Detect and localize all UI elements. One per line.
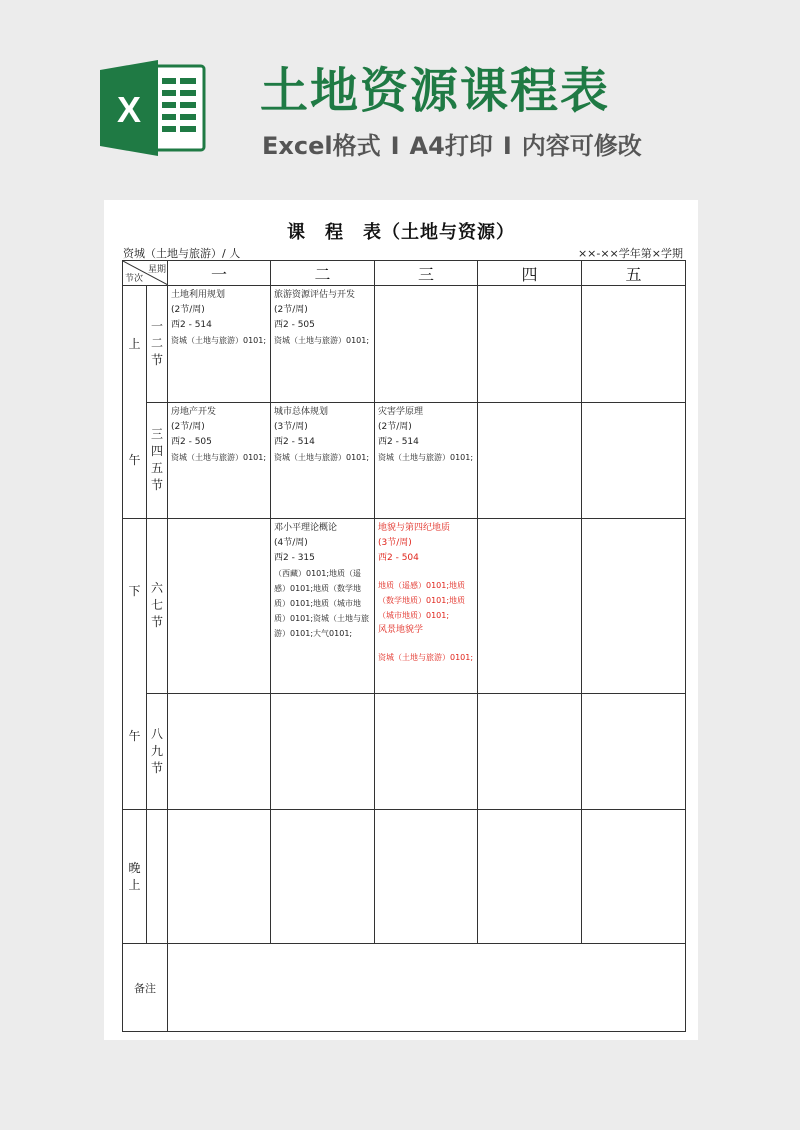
timetable-sheet bbox=[104, 200, 698, 1040]
feature-editable: 内容可修改 bbox=[521, 132, 642, 160]
day-header-thu: 四 bbox=[478, 261, 582, 286]
sheet-title: 课 程 表（土地与资源） bbox=[287, 222, 515, 243]
period-89: 八九节 bbox=[147, 693, 168, 809]
empty-cell[interactable] bbox=[478, 402, 582, 519]
empty-cell[interactable] bbox=[582, 286, 686, 403]
empty-cell[interactable] bbox=[582, 693, 686, 809]
empty-cell[interactable] bbox=[168, 810, 271, 944]
feature-excel: Excel格式 bbox=[262, 132, 381, 160]
empty-cell[interactable] bbox=[582, 810, 686, 944]
class-info: 资城（土地与旅游）/ 人 bbox=[123, 247, 241, 260]
timetable-grid bbox=[122, 260, 686, 1032]
empty-cell[interactable] bbox=[478, 286, 582, 403]
row-evening bbox=[123, 810, 686, 944]
feature-a4: A4打印 bbox=[409, 132, 493, 160]
notes-label: 备注 bbox=[123, 944, 168, 1032]
evening-period-cell bbox=[147, 810, 168, 944]
period-12: 一二节 bbox=[147, 286, 168, 403]
excel-logo-icon bbox=[100, 60, 208, 156]
row-notes bbox=[123, 944, 686, 1032]
corner-cell bbox=[123, 261, 168, 286]
course-cell[interactable]: 城市总体规划 (3节/周) 西2 - 514 资城（土地与旅游）0101; bbox=[271, 402, 375, 519]
logo-letter: X bbox=[116, 89, 142, 130]
row-morning-12 bbox=[123, 286, 686, 403]
feature-separator: I bbox=[502, 132, 512, 160]
empty-cell[interactable] bbox=[478, 693, 582, 809]
row-afternoon-89 bbox=[123, 693, 686, 809]
empty-cell[interactable] bbox=[375, 810, 478, 944]
course-cell[interactable]: 旅游资源评估与开发 (2节/周) 西2 - 505 资城（土地与旅游）0101; bbox=[271, 286, 375, 403]
term-info: ××-××学年第×学期 bbox=[577, 247, 683, 260]
corner-weekday-label: 星期 bbox=[147, 265, 166, 275]
empty-cell[interactable] bbox=[168, 693, 271, 809]
day-header-wed: 三 bbox=[375, 261, 478, 286]
feature-line bbox=[262, 126, 692, 161]
page-headline: 土地资源课程表 bbox=[260, 63, 611, 119]
day-header-mon: 一 bbox=[168, 261, 271, 286]
section-afternoon: 下午 bbox=[123, 519, 147, 810]
corner-period-label: 节次 bbox=[125, 274, 144, 284]
empty-cell[interactable] bbox=[271, 810, 375, 944]
day-header-fri: 五 bbox=[582, 261, 686, 286]
period-345: 三四五节 bbox=[147, 402, 168, 519]
section-evening: 晚上 bbox=[123, 810, 147, 944]
empty-cell[interactable] bbox=[375, 286, 478, 403]
course-cell[interactable]: 土地利用规划 (2节/周) 西2 - 514 资城（土地与旅游）0101; bbox=[168, 286, 271, 403]
empty-cell[interactable] bbox=[168, 519, 271, 694]
empty-cell[interactable] bbox=[582, 519, 686, 694]
empty-cell[interactable] bbox=[478, 519, 582, 694]
notes-field[interactable] bbox=[168, 944, 686, 1032]
empty-cell[interactable] bbox=[582, 402, 686, 519]
feature-separator: I bbox=[390, 132, 400, 160]
course-cell[interactable]: 房地产开发 (2节/周) 西2 - 505 资城（土地与旅游）0101; bbox=[168, 402, 271, 519]
empty-cell[interactable] bbox=[271, 693, 375, 809]
course-cell-highlighted[interactable]: 地貌与第四纪地质 (3节/周) 西2 - 504 地质（遥感）0101;地质（数学地质）0101;地质（城市地质）0101; 风景地貌学 资城（土地与旅游）0101; bbox=[375, 519, 478, 694]
header-row bbox=[123, 261, 686, 286]
section-morning: 上午 bbox=[123, 286, 147, 519]
empty-cell[interactable] bbox=[375, 693, 478, 809]
course-cell[interactable]: 灾害学原理 (2节/周) 西2 - 514 资城（土地与旅游）0101; bbox=[375, 402, 478, 519]
row-afternoon-67 bbox=[123, 519, 686, 694]
day-header-tue: 二 bbox=[271, 261, 375, 286]
period-67: 六七节 bbox=[147, 519, 168, 694]
empty-cell[interactable] bbox=[478, 810, 582, 944]
course-cell[interactable]: 邓小平理论概论 (4节/周) 西2 - 315 （西藏）0101;地质（遥感）0101;地质（数学地质）0101;地质（城市地质）0101;资城（土地与旅游）0101;大气0101; bbox=[271, 519, 375, 694]
row-morning-345 bbox=[123, 402, 686, 519]
